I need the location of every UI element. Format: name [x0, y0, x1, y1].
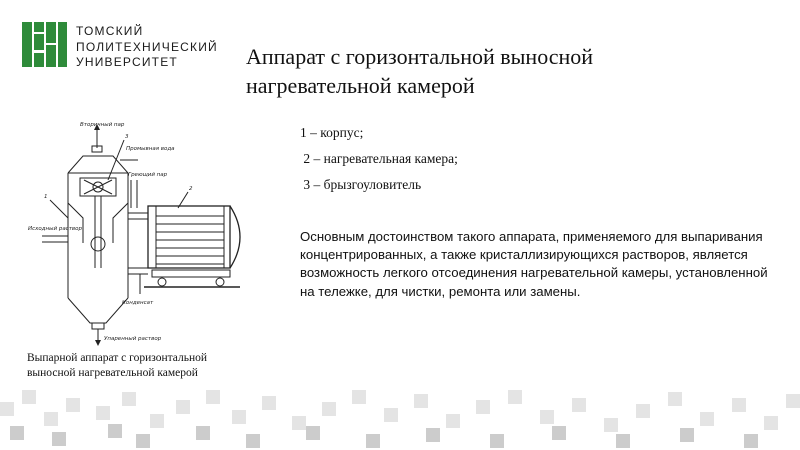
evaporator-diagram [28, 118, 256, 350]
university-name-line2: ПОЛИТЕХНИЧЕСКИЙ [76, 39, 218, 54]
label-part-1: 1 [44, 194, 48, 200]
label-secondary-steam: Вторичный пар [80, 122, 125, 128]
label-part-3: 3 [125, 134, 129, 140]
legend-item-2: 2 – нагревательная камера; [300, 151, 458, 166]
university-name-line3: УНИВЕРСИТЕТ [76, 55, 178, 69]
description-text: Основным достоинством такого аппарата, применяемого для выпаривания концентрированных, а также кристаллизирующихся растворов, является возможность легкого отсоединения нагревательной камеры, установленной на тележке, для чистки, ремонта или замены. [300, 229, 768, 299]
university-name [76, 24, 218, 71]
legend-item-3: 3 – брызгоуловитель [300, 177, 422, 192]
label-part-2: 2 [189, 186, 193, 192]
decorative-squares [0, 390, 800, 450]
university-name-line1: ТОМСКИЙ [76, 24, 144, 38]
slide-title-line1: Аппарат с горизонтальной выносной [246, 44, 594, 69]
slide-title-line2: нагревательной камерой [246, 73, 475, 98]
tpu-logo [22, 22, 67, 67]
legend-item-1: 1 – корпус; [300, 125, 364, 140]
parts-legend [300, 125, 458, 203]
label-condensate: Конденсат [122, 300, 154, 306]
diagram-caption: Выпарной аппарат с горизонтальной выносной нагревательной камерой [27, 352, 208, 379]
label-evaporated-solution: Упаренный раствор [104, 336, 162, 342]
slide-title [246, 42, 766, 100]
label-heating-steam: Греющий пар [128, 172, 168, 178]
label-wash-water: Промывная вода [126, 146, 175, 152]
label-initial-solution: Исходный раствор [28, 226, 83, 232]
